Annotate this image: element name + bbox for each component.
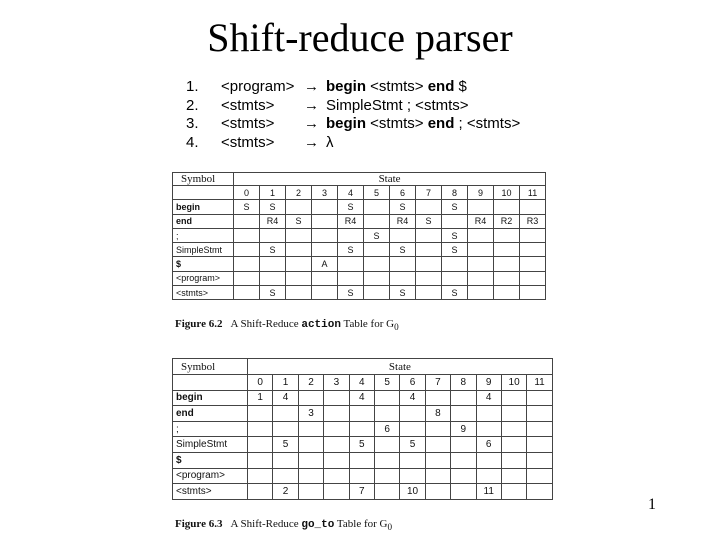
table-cell (501, 421, 526, 437)
row-symbol: SimpleStmt (173, 437, 248, 453)
table-cell (425, 484, 450, 500)
table-cell (312, 214, 338, 228)
table-cell (248, 406, 273, 422)
slide-title: Shift-reduce parser (207, 15, 513, 60)
table-cell (451, 390, 476, 406)
table-cell: S (390, 200, 416, 214)
table-cell (501, 468, 526, 484)
table-cell (476, 452, 501, 468)
table-cell (527, 468, 553, 484)
arrow-icon: → (304, 115, 319, 132)
table-cell (260, 228, 286, 242)
state-number: 11 (520, 186, 546, 200)
table-cell (273, 406, 298, 422)
table-cell (364, 286, 390, 300)
table-cell: 4 (349, 390, 374, 406)
table-cell: 2 (273, 484, 298, 500)
table-cell (501, 452, 526, 468)
table-cell (468, 286, 494, 300)
table-cell (273, 468, 298, 484)
table-cell (298, 421, 323, 437)
row-symbol: SimpleStmt (173, 243, 234, 257)
caption-text-post: Table for G (334, 518, 388, 530)
rule-text: <stmts> (366, 78, 428, 95)
state-number: 0 (248, 375, 273, 391)
table-cell (324, 484, 349, 500)
table-cell (494, 243, 520, 257)
table-cell (425, 421, 450, 437)
state-header: State (248, 359, 553, 375)
table-row (173, 421, 553, 437)
table-cell (248, 437, 273, 453)
table-cell (349, 406, 374, 422)
state-number: 10 (494, 186, 520, 200)
action-table-caption (175, 318, 399, 332)
table-cell (312, 228, 338, 242)
table-cell (400, 421, 425, 437)
table-cell: A (312, 257, 338, 271)
empty-cell (173, 375, 248, 391)
table-cell (324, 468, 349, 484)
table-cell (442, 214, 468, 228)
row-symbol: end (173, 406, 248, 422)
goto-table (172, 358, 553, 500)
table-cell (501, 437, 526, 453)
state-number: 4 (349, 375, 374, 391)
row-symbol: ; (173, 421, 248, 437)
rule-text: λ (326, 133, 334, 151)
row-symbol: <stmts> (173, 484, 248, 500)
table-header-row (173, 359, 553, 375)
table-cell (468, 228, 494, 242)
state-number: 11 (527, 375, 553, 391)
table-cell (501, 484, 526, 500)
goto-table-caption (175, 518, 392, 532)
state-number: 9 (468, 186, 494, 200)
table-row (173, 200, 546, 214)
page-number: 1 (648, 496, 656, 513)
table-cell (390, 228, 416, 242)
table-cell (286, 257, 312, 271)
grammar-rules (186, 78, 566, 152)
table-cell (312, 271, 338, 285)
table-cell: S (338, 243, 364, 257)
table-cell: 9 (451, 421, 476, 437)
table-cell (234, 271, 260, 285)
table-cell (416, 271, 442, 285)
table-cell (416, 228, 442, 242)
table-cell: 5 (349, 437, 374, 453)
table-row (173, 468, 553, 484)
table-cell (298, 484, 323, 500)
table-cell (476, 406, 501, 422)
caption-subscript: 0 (394, 322, 399, 333)
table-cell (520, 228, 546, 242)
state-number: 0 (234, 186, 260, 200)
table-cell: 7 (349, 484, 374, 500)
rule-lhs: <stmts> (221, 133, 275, 151)
table-cell (451, 406, 476, 422)
arrow-icon: → (304, 96, 319, 114)
rule-text: SimpleStmt ; <stmts> (326, 96, 469, 114)
table-cell: S (442, 286, 468, 300)
table-cell (234, 214, 260, 228)
table-row (173, 228, 546, 242)
rule-number: 3. (186, 115, 199, 132)
row-symbol: <stmts> (173, 286, 234, 300)
table-cell (520, 200, 546, 214)
table-cell (248, 484, 273, 500)
state-number: 4 (338, 186, 364, 200)
table-cell (374, 406, 399, 422)
table-cell (520, 271, 546, 285)
table-cell: S (234, 200, 260, 214)
table-cell (286, 228, 312, 242)
table-cell: 1 (248, 390, 273, 406)
table-cell (527, 421, 553, 437)
table-cell (520, 286, 546, 300)
table-cell (286, 286, 312, 300)
table-cell: R4 (338, 214, 364, 228)
table-cell (451, 468, 476, 484)
table-cell: 4 (476, 390, 501, 406)
table-cell: S (338, 200, 364, 214)
table-cell: S (442, 243, 468, 257)
state-number: 6 (400, 375, 425, 391)
table-cell (248, 421, 273, 437)
table-cell: 4 (400, 390, 425, 406)
table-cell (527, 437, 553, 453)
table-cell (442, 257, 468, 271)
table-cell (364, 271, 390, 285)
table-cell (312, 286, 338, 300)
table-cell (260, 271, 286, 285)
row-symbol: begin (173, 390, 248, 406)
rule-rhs (326, 115, 520, 134)
table-cell (234, 257, 260, 271)
table-cell (312, 243, 338, 257)
state-number: 1 (260, 186, 286, 200)
table-cell (416, 286, 442, 300)
table-cell: S (364, 228, 390, 242)
grammar-rule (186, 134, 566, 153)
table-cell (374, 484, 399, 500)
state-number: 2 (298, 375, 323, 391)
table-cell (364, 257, 390, 271)
table-row (173, 271, 546, 285)
table-cell (349, 468, 374, 484)
caption-text: A Shift-Reduce (230, 318, 302, 330)
table-cell (425, 468, 450, 484)
table-cell (298, 452, 323, 468)
table-header-row (173, 173, 546, 186)
table-cell: S (286, 214, 312, 228)
table-row (173, 406, 553, 422)
state-number: 3 (312, 186, 338, 200)
table-cell: 3 (298, 406, 323, 422)
action-table (172, 172, 546, 300)
table-cell (520, 243, 546, 257)
state-number: 8 (442, 186, 468, 200)
table-cell (520, 257, 546, 271)
table-cell (468, 200, 494, 214)
symbol-header: Symbol (173, 173, 234, 186)
table-cell (374, 437, 399, 453)
table-row (173, 286, 546, 300)
table-cell (349, 452, 374, 468)
table-cell (324, 421, 349, 437)
rule-keyword: end (427, 78, 455, 95)
state-number: 7 (425, 375, 450, 391)
state-number: 9 (476, 375, 501, 391)
table-cell (494, 271, 520, 285)
rule-lhs: <stmts> (221, 115, 275, 132)
table-cell (494, 257, 520, 271)
table-row (173, 452, 553, 468)
rule-number: 4. (186, 133, 199, 151)
table-cell (494, 286, 520, 300)
state-header: State (234, 173, 546, 186)
table-cell (400, 468, 425, 484)
caption-code: action (301, 319, 341, 331)
table-cell: S (260, 243, 286, 257)
table-cell (324, 406, 349, 422)
table-cell: S (338, 286, 364, 300)
table-row (173, 390, 553, 406)
table-cell (468, 243, 494, 257)
grammar-rule (186, 115, 566, 134)
table-row (173, 257, 546, 271)
table-cell: 11 (476, 484, 501, 500)
caption-text-post: Table for G (340, 318, 395, 330)
table-cell (416, 243, 442, 257)
table-cell (312, 200, 338, 214)
row-symbol: <program> (173, 271, 234, 285)
table-cell (286, 243, 312, 257)
rule-lhs: <program> (221, 78, 295, 95)
table-row (173, 243, 546, 257)
grammar-rule (186, 78, 566, 97)
row-symbol: $ (173, 452, 248, 468)
state-number: 7 (416, 186, 442, 200)
table-cell: 8 (425, 406, 450, 422)
table-cell (374, 452, 399, 468)
state-number: 2 (286, 186, 312, 200)
rule-rhs (326, 134, 334, 153)
table-cell (451, 437, 476, 453)
table-cell (416, 200, 442, 214)
rule-keyword: begin (326, 78, 366, 95)
table-cell (338, 228, 364, 242)
table-cell (349, 421, 374, 437)
table-cell (364, 214, 390, 228)
table-cell (400, 452, 425, 468)
table-cell (298, 390, 323, 406)
row-symbol: ; (173, 228, 234, 242)
rule-lhs: <stmts> (221, 96, 275, 114)
caption-code: go_to (301, 519, 335, 531)
table-cell (364, 200, 390, 214)
caption-text: A Shift-Reduce (230, 518, 302, 530)
table-cell (298, 437, 323, 453)
table-cell: S (260, 286, 286, 300)
rule-text: <stmts> (366, 115, 428, 132)
state-number-row (173, 186, 546, 200)
table-cell (442, 271, 468, 285)
table-cell: R4 (390, 214, 416, 228)
table-cell (476, 468, 501, 484)
table-cell: 10 (400, 484, 425, 500)
table-cell (476, 421, 501, 437)
table-cell: 5 (273, 437, 298, 453)
table-cell: 6 (476, 437, 501, 453)
table-cell: S (416, 214, 442, 228)
table-cell (298, 468, 323, 484)
state-number: 3 (324, 375, 349, 391)
rule-text: $ (454, 78, 467, 95)
table-cell (468, 257, 494, 271)
rule-keyword: begin (326, 115, 366, 132)
table-cell (324, 390, 349, 406)
table-cell: S (390, 243, 416, 257)
rule-number: 1. (186, 78, 199, 95)
table-cell (234, 286, 260, 300)
row-symbol: $ (173, 257, 234, 271)
table-cell (400, 406, 425, 422)
table-cell (527, 406, 553, 422)
table-cell (364, 243, 390, 257)
table-cell (451, 484, 476, 500)
arrow-icon: → (304, 133, 319, 151)
table-cell (286, 200, 312, 214)
table-cell: S (390, 286, 416, 300)
row-symbol: end (173, 214, 234, 228)
table-cell (248, 452, 273, 468)
table-cell: S (442, 228, 468, 242)
table-cell (248, 468, 273, 484)
state-number: 1 (273, 375, 298, 391)
table-cell (494, 228, 520, 242)
state-number-row (173, 375, 553, 391)
state-number: 5 (364, 186, 390, 200)
table-cell (390, 271, 416, 285)
table-cell (527, 390, 553, 406)
table-cell (338, 271, 364, 285)
rule-rhs (326, 78, 467, 97)
table-cell (451, 452, 476, 468)
table-cell (425, 452, 450, 468)
table-cell (374, 390, 399, 406)
rule-text: ; <stmts> (454, 115, 521, 132)
table-cell (273, 452, 298, 468)
rule-number: 2. (186, 96, 199, 114)
table-cell (324, 452, 349, 468)
rule-rhs (326, 97, 469, 116)
table-cell (273, 421, 298, 437)
table-cell: 5 (400, 437, 425, 453)
table-cell (494, 200, 520, 214)
table-cell (324, 437, 349, 453)
table-cell: S (442, 200, 468, 214)
state-number: 10 (501, 375, 526, 391)
table-cell (338, 257, 364, 271)
table-cell (501, 406, 526, 422)
caption-label: Figure 6.3 (175, 518, 223, 530)
table-cell: S (260, 200, 286, 214)
caption-label: Figure 6.2 (175, 318, 223, 330)
table-row (173, 484, 553, 500)
table-cell: 4 (273, 390, 298, 406)
table-row (173, 214, 546, 228)
table-cell (425, 390, 450, 406)
table-cell (501, 390, 526, 406)
table-cell (416, 257, 442, 271)
table-cell (234, 228, 260, 242)
row-symbol: <program> (173, 468, 248, 484)
table-cell (468, 271, 494, 285)
table-cell (425, 437, 450, 453)
table-cell: R4 (468, 214, 494, 228)
caption-subscript: 0 (387, 522, 393, 533)
grammar-rule (186, 97, 566, 116)
table-cell: 6 (374, 421, 399, 437)
row-symbol: begin (173, 200, 234, 214)
table-cell (527, 484, 553, 500)
table-cell (527, 452, 553, 468)
arrow-icon: → (304, 78, 319, 95)
table-cell: R4 (260, 214, 286, 228)
table-cell: R2 (494, 214, 520, 228)
empty-cell (173, 186, 234, 200)
state-number: 5 (374, 375, 399, 391)
rule-keyword: end (427, 115, 455, 132)
table-cell (260, 257, 286, 271)
table-row (173, 437, 553, 453)
table-cell (390, 257, 416, 271)
table-cell (286, 271, 312, 285)
table-cell (234, 243, 260, 257)
table-cell (374, 468, 399, 484)
table-cell: R3 (520, 214, 546, 228)
symbol-header: Symbol (173, 359, 248, 375)
state-number: 8 (451, 375, 476, 391)
state-number: 6 (390, 186, 416, 200)
